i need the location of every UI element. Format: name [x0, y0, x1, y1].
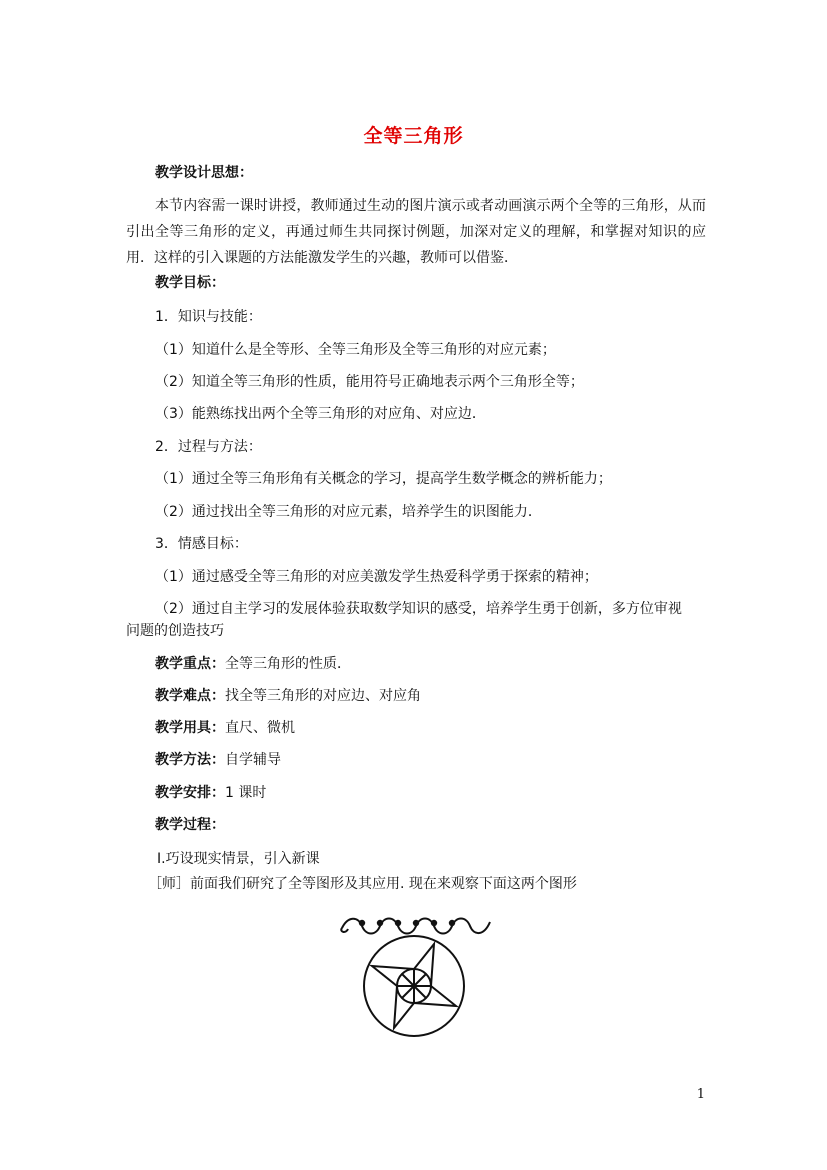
goals-heading: 教学目标：: [155, 275, 225, 291]
knowledge-item-3: （3）能熟练找出两个全等三角形的对应角、对应边．: [155, 406, 486, 422]
schedule-value: 1 课时: [225, 785, 267, 801]
key-point-row: [155, 654, 351, 674]
process-step-1: Ⅰ.巧设现实情景，引入新课: [157, 851, 320, 867]
wave-border-figure: [341, 919, 490, 934]
emotion-item-2-line-2: 问题的创造技巧: [126, 623, 224, 639]
tools-label: 教学用具：: [155, 720, 225, 736]
schedule-label: 教学安排：: [155, 785, 225, 801]
design-heading: 教学设计思想：: [155, 165, 253, 181]
process-method-item-1: （1）通过全等三角形角有关概念的学习，提高学生数学概念的辨析能力；: [155, 471, 612, 487]
emotion-heading: 3．情感目标：: [155, 536, 248, 552]
knowledge-heading: 1．知识与技能：: [155, 309, 262, 325]
schedule-row: [155, 783, 266, 803]
method-row: [155, 750, 281, 770]
teacher-line: ［师］前面我们研究了全等图形及其应用. 现在来观察下面这两个图形: [148, 876, 577, 892]
design-paragraph: 本节内容需一课时讲授，教师通过生动的图片演示或者动画演示两个全等的三角形，从而引出全等三角形的定义，再通过师生共同探讨例题，加深对定义的理解，和掌握对知识的应用．这样的引入课题的方法能激发学生的兴趣，教师可以借鉴．: [126, 198, 706, 266]
page-number: 1: [696, 1087, 705, 1102]
emotion-item-2-line-1: （2）通过自主学习的发展体验获取数学知识的感受，培养学生勇于创新，多方位审视: [155, 601, 682, 617]
key-point-value: 全等三角形的性质．: [225, 656, 351, 672]
tools-value: 直尺、微机: [225, 720, 295, 736]
emotion-item-1: （1）通过感受全等三角形的对应美激发学生热爱科学勇于探索的精神；: [155, 569, 598, 585]
difficulty-row: [155, 686, 421, 706]
difficulty-value: 找全等三角形的对应边、对应角: [225, 688, 421, 704]
page-title: 全等三角形: [363, 125, 464, 147]
difficulty-label: 教学难点：: [155, 688, 225, 704]
process-method-heading: 2．过程与方法：: [155, 439, 262, 455]
knowledge-item-2: （2）知道全等三角形的性质，能用符号正确地表示两个三角形全等；: [155, 374, 584, 390]
figure-illustration: [336, 914, 496, 1042]
knowledge-item-1: （1）知道什么是全等形、全等三角形及全等三角形的对应元素；: [155, 342, 556, 358]
process-method-item-2: （2）通过找出全等三角形的对应元素，培养学生的识图能力．: [155, 504, 542, 520]
method-value: 自学辅导: [225, 752, 281, 768]
key-point-label: 教学重点：: [155, 656, 225, 672]
method-label: 教学方法：: [155, 752, 225, 768]
pinwheel-circle-figure: [364, 936, 464, 1036]
tools-row: [155, 718, 295, 738]
process-heading: 教学过程：: [155, 817, 225, 833]
